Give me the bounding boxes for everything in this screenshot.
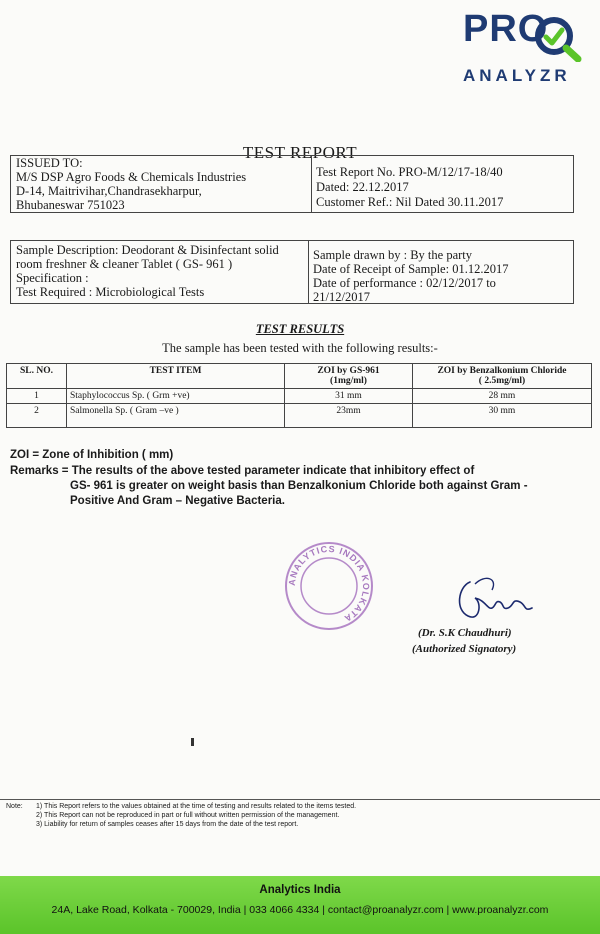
notes — [6, 802, 356, 829]
logo-subtitle: ANALYZR — [463, 66, 571, 85]
sample-info: Date of Receipt of Sample: 01.12.2017 — [313, 262, 509, 276]
sample-divider — [308, 241, 309, 303]
cell-item: Salmonella Sp. ( Gram –ve ) — [67, 404, 285, 428]
zoi-note: ZOI = Zone of Inhibition ( mm) — [10, 449, 174, 461]
issued-divider — [311, 156, 312, 212]
sample-line: Sample Description: Deodorant & Disinfectant solid — [16, 243, 279, 257]
footer-address: 24A, Lake Road, Kolkata - 700029, India | 033 4066 4334 | contact@proanalyzr.com | www.proanalyzr.com — [51, 904, 549, 916]
remarks-line: Remarks = The results of the above tested parameter indicate that inhibitory effect of — [10, 465, 475, 477]
col-header: ZOI by GS-961 (1mg/ml) — [285, 364, 413, 389]
issued-line: M/S DSP Agro Foods & Chemicals Industries — [16, 170, 247, 184]
remarks — [10, 464, 528, 509]
cell-sl: 2 — [7, 404, 67, 428]
report-date: Dated: 22.12.2017 — [316, 180, 409, 194]
magnifier-logo-icon — [528, 12, 590, 62]
ink-mark — [191, 738, 194, 746]
signature — [440, 572, 550, 627]
company-stamp — [283, 540, 375, 632]
sample-line: Test Required : Microbiological Tests — [16, 285, 205, 299]
results-heading: TEST RESULTS — [255, 322, 345, 336]
sample-line: Specification : — [16, 271, 89, 285]
table-row — [7, 389, 592, 404]
sample-info: Date of performance : 02/12/2017 to — [313, 276, 496, 290]
footer-company: Analytics India — [259, 884, 341, 896]
cell-zoi-bc: 30 mm — [413, 404, 592, 428]
issued-line: ISSUED TO: — [16, 156, 83, 170]
cell-zoi-gs: 23mm — [285, 404, 413, 428]
sample-info: Sample drawn by : By the party — [313, 248, 472, 262]
cell-item: Staphylococcus Sp. ( Grm +ve) — [67, 389, 285, 404]
cell-zoi-gs: 31 mm — [285, 389, 413, 404]
notes-divider — [0, 799, 600, 800]
results-table — [6, 363, 592, 428]
cell-zoi-bc: 28 mm — [413, 389, 592, 404]
sample-box — [10, 240, 574, 304]
sample-info: 21/12/2017 — [313, 290, 370, 304]
col-header: TEST ITEM — [67, 364, 285, 389]
col-header: SL. NO. — [7, 364, 67, 389]
signatory-name: (Dr. S.K Chaudhuri) — [418, 627, 512, 639]
stamp-text: ANALYTICS INDIA KOLKATA — [286, 543, 372, 625]
note-item: 1) This Report refers to the values obtained at the time of testing and results related to the items tested. — [36, 803, 357, 810]
results-intro: The sample has been tested with the following results:- — [162, 341, 438, 355]
issued-line: D-14, Maitrivihar,Chandrasekharpur, — [16, 184, 202, 198]
note-item: 3) Liability for return of samples ceases after 15 days from the date of the test report. — [36, 821, 299, 828]
sample-line: room freshner & cleaner Tablet ( GS- 961 ) — [16, 257, 233, 271]
notes-label: Note: — [6, 803, 23, 810]
cell-sl: 1 — [7, 389, 67, 404]
issued-line: Bhubaneswar 751023 — [16, 198, 125, 212]
remarks-line: GS- 961 is greater on weight basis than Benzalkonium Chloride both against Gram - — [70, 480, 528, 492]
col-header: ZOI by Benzalkonium Chloride ( 2.5mg/ml) — [413, 364, 592, 389]
page-title: TEST REPORT — [242, 143, 358, 162]
note-item: 2) This Report can not be reproduced in part or full without written permission of the management. — [36, 812, 340, 819]
logo-brand: PRO — [463, 8, 549, 50]
remarks-line: Positive And Gram – Negative Bacteria. — [70, 495, 285, 507]
report-no: Test Report No. PRO-M/12/17-18/40 — [316, 165, 503, 179]
issued-box — [10, 155, 574, 213]
customer-ref: Customer Ref.: Nil Dated 30.11.2017 — [316, 195, 504, 209]
signatory-role: (Authorized Signatory) — [412, 643, 517, 655]
table-header-row — [7, 364, 592, 389]
table-row — [7, 404, 592, 428]
